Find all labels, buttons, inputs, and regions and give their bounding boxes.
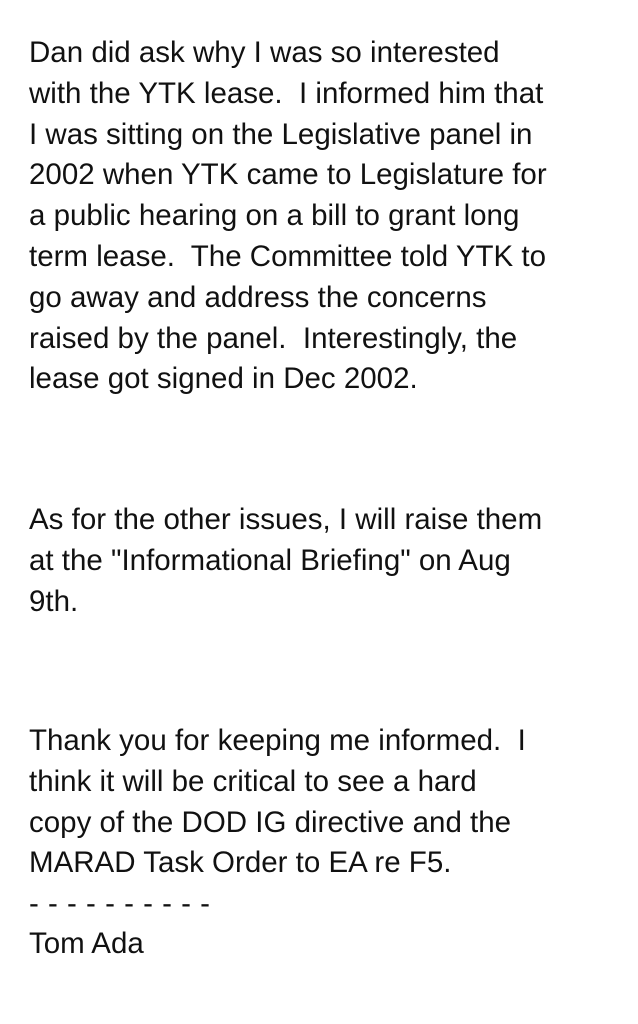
- text-line: Thank you for keeping me informed. I: [29, 724, 526, 757]
- paragraph-other-issues: [29, 500, 629, 622]
- text-line: As for the other issues, I will raise them: [29, 503, 543, 536]
- text-line: a public hearing on a bill to grant long: [29, 199, 520, 233]
- text-line: at the "Informational Briefing" on Aug: [29, 543, 511, 577]
- paragraph-thank-you: [29, 721, 629, 884]
- text-line: lease got signed in Dec 2002.: [29, 362, 418, 396]
- paragraph-ytk-lease: [29, 33, 629, 400]
- text-line: raised by the panel. Interestingly, the: [29, 321, 518, 355]
- separator-dashes: - - - - - - - - - -: [29, 887, 211, 920]
- signature-separator: [29, 884, 629, 925]
- text-line: 9th.: [29, 584, 79, 618]
- text-line: think it will be critical to see a hard: [29, 764, 477, 798]
- text-line: with the YTK lease. I informed him that: [29, 76, 544, 110]
- signature-name: Tom Ada: [29, 927, 144, 960]
- text-line: go away and address the concerns: [29, 280, 487, 314]
- text-line: term lease. The Committee told YTK to: [29, 239, 547, 273]
- signature: [29, 924, 629, 965]
- text-line: MARAD Task Order to EA re F5.: [29, 846, 452, 880]
- text-line: Dan did ask why I was so interested: [29, 36, 500, 69]
- text-line: I was sitting on the Legislative panel in: [29, 117, 533, 151]
- text-line: copy of the DOD IG directive and the: [29, 805, 512, 839]
- text-line: 2002 when YTK came to Legislature for: [29, 158, 547, 192]
